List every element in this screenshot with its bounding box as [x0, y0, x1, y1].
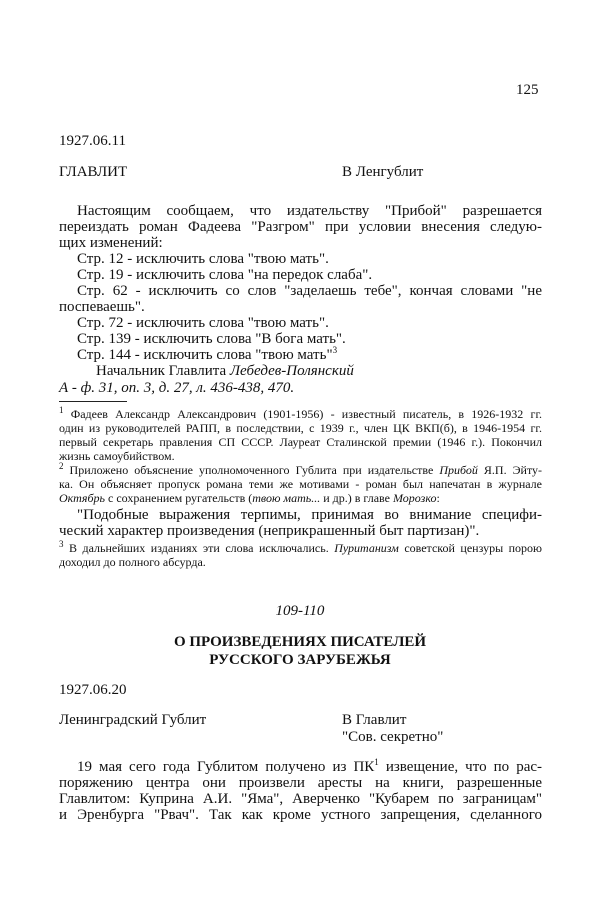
footnote-2-colon: :	[436, 491, 440, 505]
footnote-1-mark: 1	[59, 405, 64, 415]
doc2-body-line-1	[77, 759, 542, 776]
footnote-2-line-3	[59, 491, 440, 505]
footnote-2-line-1	[59, 463, 542, 477]
doc2-body-line-2: поряжению центра они произвели аресты на книги, разрешенные	[59, 775, 542, 791]
footnote-2-text-b: с сохранением ругательств (	[108, 491, 253, 505]
doc2-title-line-1: О ПРОИЗВЕДЕНИЯХ ПИСАТЕЛЕЙ	[173, 634, 427, 650]
doc2-secrecy: "Сов. секретно"	[342, 729, 444, 745]
doc1-change-4: Стр. 72 - исключить слова "твою мать".	[77, 315, 329, 331]
footnote-1-line-3: первый секретарь правления СП СССР. Лауреат Сталинской премии (1946 г.). Покончил	[59, 435, 542, 449]
doc1-change-2: Стр. 19 - исключить слова "на передок слаба".	[77, 267, 373, 283]
chapter-morozko: Морозко	[392, 491, 437, 505]
doc2-body-1b: извещение, что по рас-	[385, 759, 543, 775]
doc1-sender: ГЛАВЛИТ	[59, 164, 128, 180]
doc2-body-line-4: и Эренбурга "Рвач". Так как кроме устного запрещения, сделанного	[59, 807, 542, 823]
footnote-2-line-2: ка. Он объясняет пропуск романа теми же мотивами - роман был напечатан в журнале	[59, 477, 542, 491]
doc1-signature	[96, 363, 354, 380]
doc1-change-6-text: Стр. 144 - исключить слова "твою мать"	[77, 347, 333, 363]
footnote-2-text-a: Приложено объяснение уполномоченного Гублита при издательстве	[69, 463, 434, 477]
publisher-priboi: Прибой	[439, 463, 478, 477]
doc2-date: 1927.06.20	[59, 682, 127, 698]
footnote-1-line-4: жизнь самоубийством.	[59, 449, 175, 463]
footnote-2-text-c: Я.П. Эйту-	[483, 463, 543, 477]
doc1-date: 1927.06.11	[59, 133, 126, 149]
footnote-1-line-2: один из руководителей РАПП, в последствии, с 1939 г., член ЦК ВКП(б), в 1946-1954 гг.	[59, 421, 542, 435]
doc1-archive-reference: А - ф. 31, оп. 3, д. 27, л. 436-438, 470.	[59, 380, 295, 396]
doc1-intro-line-3: щих изменений:	[59, 235, 163, 251]
footnote-2-text-d: и др.) в главе	[323, 491, 390, 505]
doc2-footnote-ref-1: 1	[374, 757, 379, 767]
footnote-2-quote-2: ческий характер произведения (неприкрашенный быт партизан)".	[59, 523, 480, 539]
doc1-change-5: Стр. 139 - исключить слова "В бога мать".	[77, 331, 346, 347]
doc1-change-3-cont: поспеваешь".	[59, 299, 145, 315]
doc2-recipient: В Главлит	[342, 712, 407, 728]
signature-title: Начальник Главлита	[96, 363, 227, 379]
doc2-sender: Ленинградский Гублит	[59, 712, 207, 728]
footnote-2-phrase: твою мать...	[252, 491, 321, 505]
footnote-separator	[59, 401, 127, 402]
doc1-intro-line-1: Настоящим сообщаем, что издательству "Прибой" разрешается	[77, 203, 542, 219]
doc1-intro-line-2: переиздать роман Фадеева "Разгром" при условии внесения следую-	[59, 219, 542, 235]
doc2-body-line-3: Главлитом: Куприна А.И. "Яма", Аверченко "Кубарем по заграницам"	[59, 791, 542, 807]
footnote-3-puritanism: Пуританизм	[334, 541, 399, 555]
footnote-ref-3: 3	[332, 345, 338, 355]
footnote-3-text-c: советской цензуры порою	[404, 541, 542, 555]
doc1-recipient: В Ленгублит	[342, 164, 424, 180]
footnote-3-text-a: В дальнейших изданиях эти слова исключались.	[68, 541, 329, 555]
journal-oktyabr: Октябрь	[59, 491, 106, 505]
doc1-change-6	[77, 347, 337, 364]
page-number: 125	[516, 82, 539, 98]
doc2-number: 109-110	[275, 603, 325, 619]
footnote-3-line-1	[59, 541, 542, 555]
footnote-1-line-1	[59, 407, 542, 421]
doc2-body-1a: 19 мая сего года Гублитом получено из ПК	[77, 759, 375, 775]
footnote-3-line-2: доходил до полного абсурда.	[59, 555, 206, 569]
footnote-2-quote-1: "Подобные выражения терпимы, принимая во внимание специфи-	[77, 507, 542, 523]
doc2-title-line-2: РУССКОГО ЗАРУБЕЖЬЯ	[209, 652, 391, 668]
footnote-2-mark: 2	[59, 461, 64, 471]
doc1-change-1: Стр. 12 - исключить слова "твою мать".	[77, 251, 329, 267]
footnote-1-text-1: Фадеев Александр Александрович (1901-1956) - известный писатель, в 1926-1932 гг.	[70, 407, 543, 421]
signature-name: Лебедев-Полянский	[229, 363, 354, 379]
footnote-3-mark: 3	[59, 539, 64, 549]
doc1-change-3: Стр. 62 - исключить со слов "заделаешь тебе", кончая словами "не	[77, 283, 542, 299]
